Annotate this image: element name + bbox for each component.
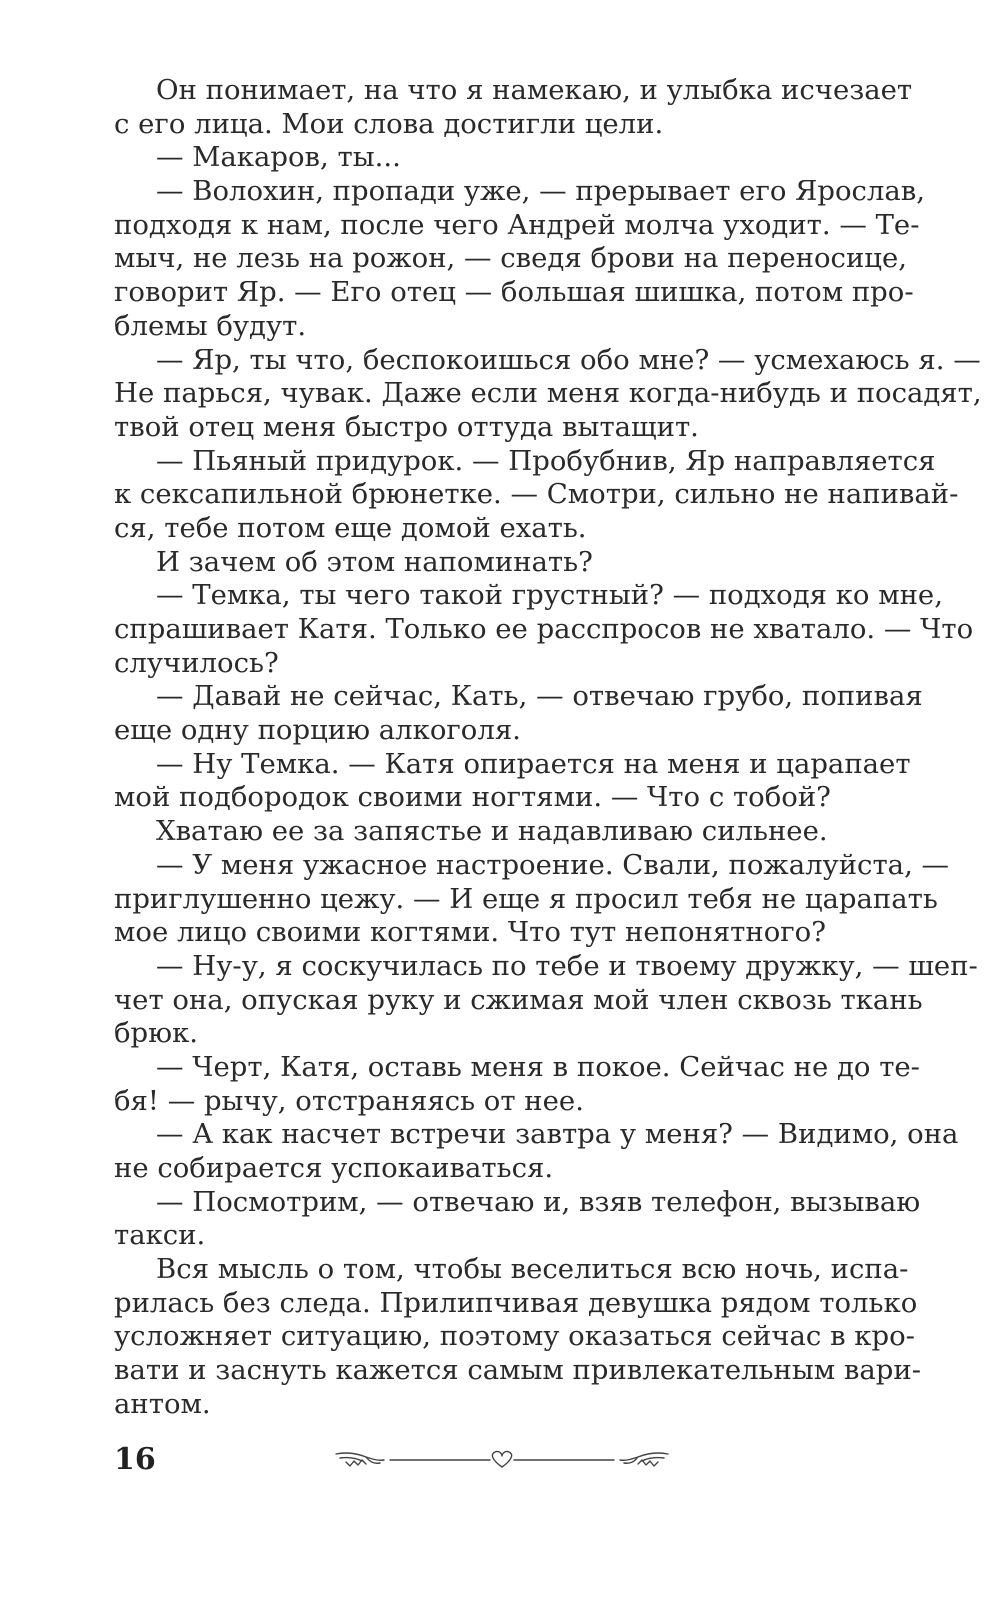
text-line: — Ну Темка. — Катя опирается на меня и царапает	[156, 747, 911, 780]
text-line: Вся мысль о том, чтобы веселиться всю ночь, испа-	[156, 1253, 909, 1286]
text-line: спрашивает Катя. Только ее расспросов не хватало. — Что	[114, 613, 974, 645]
text-line: ся, тебе потом еще домой ехать.	[114, 511, 587, 544]
text-line: — Темка, ты чего такой грустный? — подходя ко мне,	[156, 579, 943, 612]
text-line: — Волохин, пропади уже, — прерывает его Ярослав,	[156, 175, 926, 208]
text-line: — Ну-у, я соскучилась по тебе и твоему дружку, — шеп-	[156, 949, 978, 982]
text-line: И зачем об этом напоминать?	[156, 545, 593, 578]
text-line: к сексапильной брюнетке. — Смотри, сильно не напивай-	[114, 478, 959, 511]
text-line: с его лица. Мои слова достигли цели.	[114, 107, 664, 140]
text-line: случилось?	[114, 646, 279, 679]
wings-heart-divider-icon	[332, 1444, 672, 1476]
text-line: подходя к нам, после чего Андрей молча уходит. — Те-	[114, 208, 920, 241]
text-line: такси.	[114, 1219, 206, 1252]
text-line: говорит Яр. — Его отец — большая шишка, потом про-	[114, 276, 914, 309]
text-line: мыч, не лезь на рожон, — сведя брови на переносице,	[114, 242, 907, 275]
text-line: рилась без следа. Прилипчивая девушка рядом только	[114, 1286, 918, 1319]
text-line: усложняет ситуацию, поэтому оказаться сейчас в кро-	[114, 1320, 915, 1353]
text-line: вати и заснуть кажется самым привлекательным вари-	[114, 1354, 921, 1387]
body-text	[114, 74, 982, 1422]
text-line: не собирается успокаиваться.	[114, 1152, 554, 1184]
text-line: Хватаю ее за запястье и надавливаю сильнее.	[156, 815, 828, 848]
text-line: еще одну порцию алкоголя.	[114, 714, 521, 747]
text-line: приглушенно цежу. — И еще я просил тебя не царапать	[114, 882, 938, 915]
text-line: — У меня ужасное настроение. Свали, пожалуйста, —	[156, 848, 950, 881]
text-line: чет она, опуская руку и сжимая мой член сквозь ткань	[114, 983, 923, 1016]
text-line: Не парься, чувак. Даже если меня когда-нибудь и посадят,	[114, 377, 982, 410]
text-line: — Черт, Катя, оставь меня в покое. Сейчас не до те-	[156, 1050, 920, 1083]
text-line: — Пьяный придурок. — Пробубнив, Яр направляется	[156, 444, 936, 477]
text-line: — А как насчет встречи завтра у меня? — Видимо, она	[156, 1118, 959, 1151]
text-line: брюк.	[114, 1017, 199, 1050]
text-line: твой отец меня быстро оттуда вытащит.	[114, 410, 699, 443]
page-number: 16	[114, 1442, 156, 1477]
text-line: — Давай не сейчас, Кать, — отвечаю грубо, попивая	[156, 680, 923, 713]
page-footer	[114, 1440, 888, 1480]
text-line: мое лицо своими когтями. Что тут непонятного?	[114, 916, 826, 949]
text-line: мой подбородок своими ногтями. — Что с тобой?	[114, 781, 831, 814]
text-line: бя! — рычу, отстраняясь от нее.	[114, 1084, 584, 1117]
text-line: блемы будут.	[114, 309, 307, 342]
text-line: — Макаров, ты...	[156, 141, 401, 174]
text-line: — Яр, ты что, беспокоишься обо мне? — усмехаюсь я. —	[156, 343, 981, 376]
text-line: — Посмотрим, — отвечаю и, взяв телефон, вызываю	[156, 1185, 921, 1218]
text-line: Он понимает, на что я намекаю, и улыбка исчезает	[156, 74, 913, 106]
text-line: антом.	[114, 1387, 211, 1420]
